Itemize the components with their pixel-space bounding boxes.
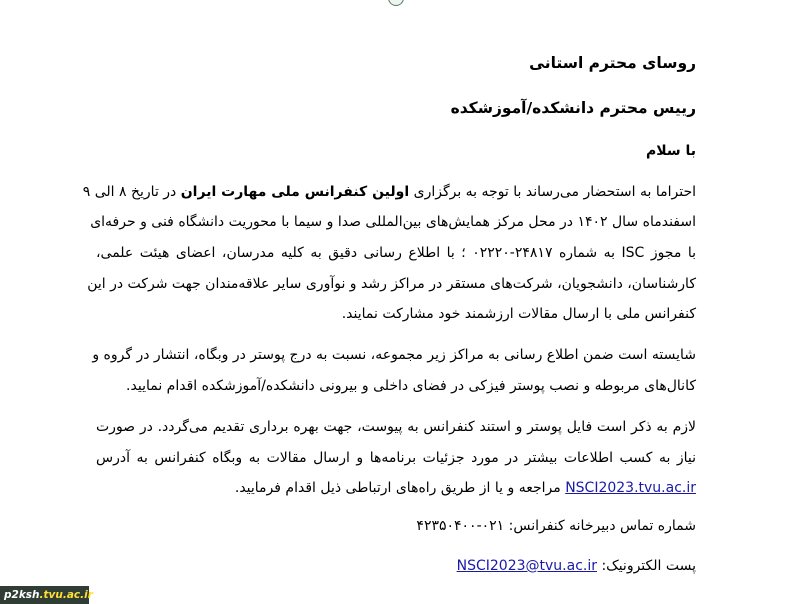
contact-phone: شماره تماس دبیرخانه کنفرانس: ۰۲۱-۴۲۳۵۰۴۰۰	[416, 518, 696, 534]
paragraph-1-line-3: با مجوز ISC به شماره ۲۴۸۱۷-۰۲۲۲۰ ؛ با اطلاع رسانی دقیق به کلیه مدرسان، اعضای هیئت علمی،	[96, 245, 696, 261]
paragraph-2-line-1: شایسته است ضمن اطلاع رسانی به مراکز زیر مجموعه، نسبت به درج پوستر در وبگاه، انتشار در گروه و	[92, 347, 696, 363]
paragraph-3-line-2: نیاز به کسب اطلاعات بیشتر در مورد جزئیات برنامه‌ها و ارسال مقالات به وبگاه کنفرانس به آدرس	[96, 450, 696, 466]
email-label: پست الکترونیک:	[597, 558, 696, 574]
greeting: با سلام	[645, 143, 696, 159]
email-link[interactable]: NSCI2023@tvu.ac.ir	[456, 558, 597, 574]
paragraph-1-line-5: کنفرانس ملی با ارسال مقالات ارزشمند خود مشارکت نمایند.	[341, 306, 696, 322]
conference-website-link[interactable]: NSCI2023.tvu.ac.ir	[565, 480, 696, 496]
watermark-site: p2ksh	[4, 589, 40, 601]
paragraph-3-closing: مراجعه و یا از طریق راه‌های ارتباطی ذیل اقدام فرمایید.	[234, 480, 566, 496]
conference-name: اولین کنفرانس ملی مهارت ایران	[180, 184, 410, 200]
watermark-domain: .tvu.ac.ir	[39, 589, 93, 601]
recipient-line-1: روسای محترم استانی	[529, 54, 696, 72]
recipient-line-2: رییس محترم دانشکده/آموزشکده	[450, 99, 696, 117]
header-emblem-icon	[388, 0, 404, 6]
paragraph-1-line-1	[82, 183, 696, 201]
paragraph-1-intro: احتراما به استحضار می‌رساند با توجه به برگزاری	[409, 184, 696, 200]
paragraph-2-line-2: کانال‌های مربوطه و نصب پوستر فیزکی در فضای داخلی و بیرونی دانشکده/آموزشکده اقدام نمایید.	[126, 378, 696, 394]
paragraph-1-line-2: اسفندماه سال ۱۴۰۲ در محل مرکز همایش‌های بین‌المللی صدا و سیما با محوریت دانشگاه فنی و حرفه‌ای	[90, 214, 696, 230]
paragraph-3-line-3	[235, 479, 696, 497]
contact-email-line	[457, 557, 696, 575]
paragraph-1-line-4: کارشناسان، دانشجویان، شرکت‌های مستقر در مراکز رشد و نوآوری سایر علاقه‌مندان جهت شرکت در این	[87, 276, 696, 292]
paragraph-1-date: در تاریخ ۸ الی ۹	[82, 184, 181, 200]
paragraph-3-line-1: لازم به ذکر است فایل پوستر و استند کنفرانس به پیوست، جهت بهره برداری تقدیم می‌گردد. در صورت	[96, 419, 696, 435]
watermark-badge	[0, 586, 93, 604]
